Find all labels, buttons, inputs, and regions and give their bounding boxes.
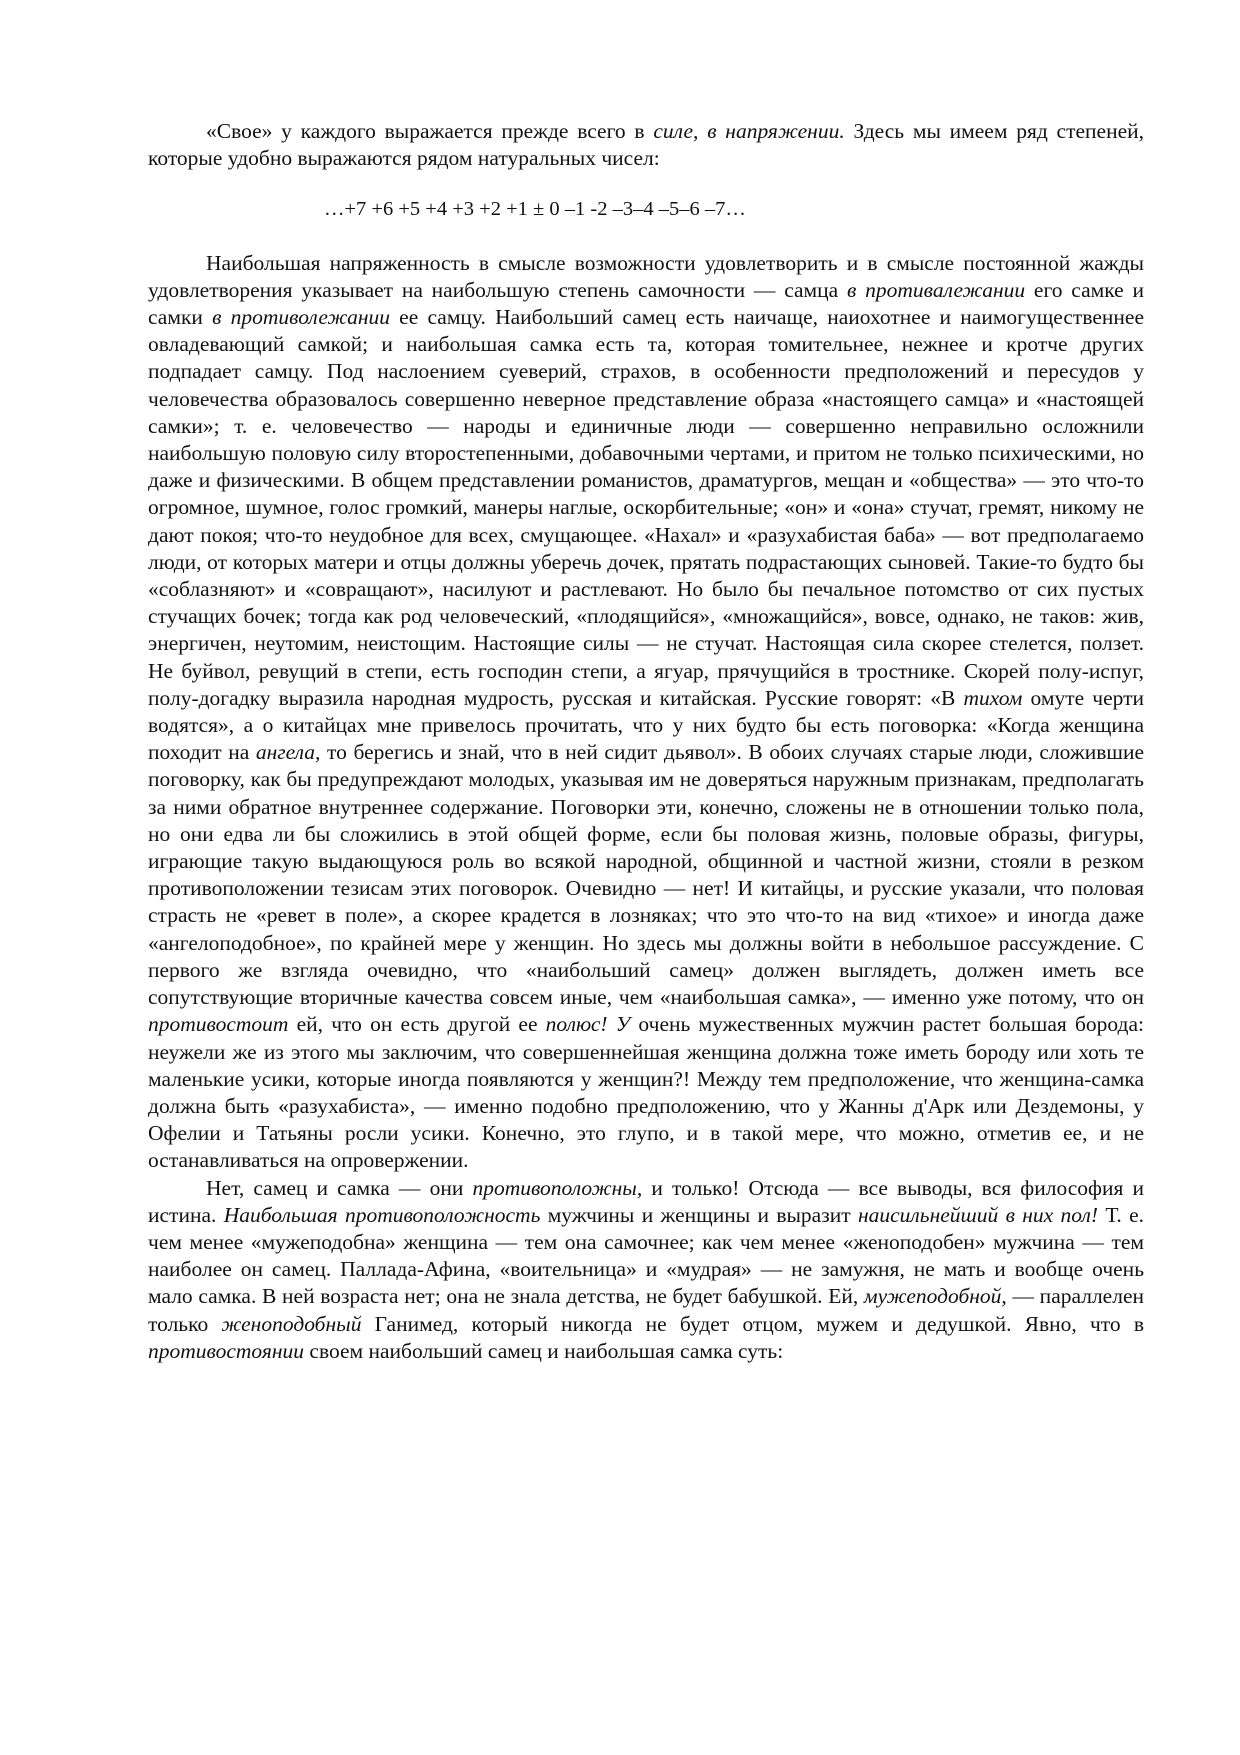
italic-emphasis: противоположны, <box>472 1175 643 1200</box>
italic-emphasis: мужеподобной, <box>863 1284 1007 1309</box>
text-run: и только! Отсюда — все выводы, вся философия и истина. <box>148 1175 1144 1227</box>
text-run: очень мужественных мужчин растет большая борода: неужели же из этого мы заключим, что совершеннейшая женщина должна тоже иметь бороду или хоть те маленькие усики, которые иногда появляются у женщин?! Между тем предположение, что женщина-самка должна быть «разухабиста», — именно подобно предположению, что у Жанны д'Арк или Дездемоны, у Офелии и Татьяны росли усики. Конечно, это глупо, и в такой мере, что можно, отметив ее, и не останавливаться на опровержении. <box>148 1012 1144 1173</box>
text-run: Здесь мы имеем ряд степеней, которые удобно выражаются рядом натуральных чисел: <box>148 119 1144 171</box>
text-run: «Свое» у каждого выражается прежде всего в <box>206 119 654 143</box>
text-run: Т. е. чем менее «мужеподобна» женщина — тем она самочнее; как чем менее «женоподобен» мужчина — тем наиболее он самец. Паллада-Афина, «воительница» и «мудрая» — не замужня, не мать и вообще очень мало самка. В ней возраста нет; она не знала детства, не будет бабушкой. Ей, <box>148 1202 1144 1309</box>
text-run: — параллелен только <box>148 1284 1144 1336</box>
text-run: его самке и самки <box>148 277 1144 330</box>
italic-emphasis: в противолежании <box>212 305 390 330</box>
italic-emphasis: противостоянии <box>148 1338 305 1363</box>
paragraph-intro <box>148 118 1144 172</box>
text-run: Нет, самец и самка — они <box>206 1175 473 1200</box>
text-run: ей, что он есть другой ее <box>288 1012 546 1037</box>
text-run: то берегись и знай, что в ней сидит дьявол». В обоих случаях старые люди, сложившие поговорку, как бы предупреждают молодых, указывая им не доверяться наружным признакам, предполагать за ними обратное внутреннее содержание. Поговорки эти, конечно, сложены не в отношении только пола, но они едва ли бы сложились в этой общей форме, если бы половая жизнь, половые образы, фигуры, играющие такую выдающуюся роль во всякой народной, общинной и частной жизни, стояли в резком противоположении тезисам этих поговорок. Очевидно — нет! И китайцы, и русские указали, что половая страсть не «ревет в поле», а скорее крадется в лозняках; что это что-то на вид «тихое» и иногда даже «ангелоподобное», по крайней мере у женщин. Но здесь мы должны войти в небольшое рассуждение. С первого же взгляда очевидно, что «наибольший самец» должен выглядеть, должен иметь все сопутствующие вторичные качества совсем иные, чем «наибольшая самка», — именно уже потому, что он <box>148 740 1145 1010</box>
italic-emphasis: силе, в напряжении. <box>653 119 845 143</box>
paragraph-main <box>148 250 1144 1175</box>
text-run: мужчины и женщины и выразит <box>540 1202 858 1227</box>
italic-emphasis: наисильнейший в них пол! <box>857 1202 1099 1227</box>
text-run: Ганимед, который никогда не будет отцом, мужем и дедушкой. Явно, что в <box>361 1311 1144 1336</box>
text-run: Наибольшая напряженность в смысле возможности удовлетворить и в смысле постоянной жажды удовлетворения указывает на наибольшую степень самочности — самца <box>148 250 1144 302</box>
italic-emphasis: Наибольшая противоположность <box>223 1202 541 1227</box>
paragraph-conclusion <box>148 1175 1144 1365</box>
italic-emphasis: ангела, <box>255 740 321 765</box>
text-run: своем наибольший самец и наибольшая самка суть: <box>304 1338 784 1363</box>
italic-emphasis: женоподобный <box>221 1311 362 1336</box>
italic-emphasis: противостоит <box>148 1012 289 1037</box>
text-run: ее самцу. Наибольший самец есть наичаще, наиохотнее и наимогущественнее овладевающий самкой; и наибольшая самка есть та, которая томительнее, нежнее и кротче других подпадает самцу. Под наслоением суеверий, страхов, в особенности предположений и пересудов у человечества образовалось совершенно неверное представление образа «настоящего самца» и «настоящей самки»; т. е. человечество — народы и единичные люди — совершенно неправильно осложнили наибольшую половую силу второстепенными, добавочными чертами, и притом не только психическими, но даже и физическими. В общем представлении романистов, драматургов, мещан и «общества» — это что-то огромное, шумное, голос громкий, манеры наглые, оскорбительные; «он» и «она» стучат, гремят, никому не дают покоя; что-то неудобное для всех, смущающее. «Нахал» и «разухабистая баба» — вот предполагаемо люди, от которых матери и отцы должны уберечь дочек, прятать подрастающих сыновей. Такие-то будто бы «соблазняют» и «совращают», насилуют и растлевают. Но было бы печальное потомство от сих пустых стучащих бочек; тогда как род человеческий, «плодящийся», «множащийся», вовсе, однако, не таков: жив, энергичен, неутомим, неистощим. Настоящие силы — не стучат. Настоящая сила скорее стелется, ползет. Не буйвол, ревущий в степи, есть господин степи, а ягуар, прячущийся в тростнике. Скорей полу-испуг, полу-догадку выразила народная мудрость, русская и китайская. Русские говорят: «В <box>148 305 1144 710</box>
italic-emphasis: тихом <box>963 685 1023 710</box>
document-page <box>148 118 1144 1365</box>
text-run: омуте черти водятся», а о китайцах мне привелось прочитать, что у них будто бы есть поговорка: «Когда женщина походит на <box>148 685 1144 765</box>
italic-emphasis: полюс! У <box>545 1012 631 1037</box>
italic-emphasis: в противалежании <box>847 277 1026 302</box>
number-series-formula: …+7 +6 +5 +4 +3 +2 +1 ± 0 –1 -2 –3–4 –5–6 –7… <box>324 198 746 221</box>
